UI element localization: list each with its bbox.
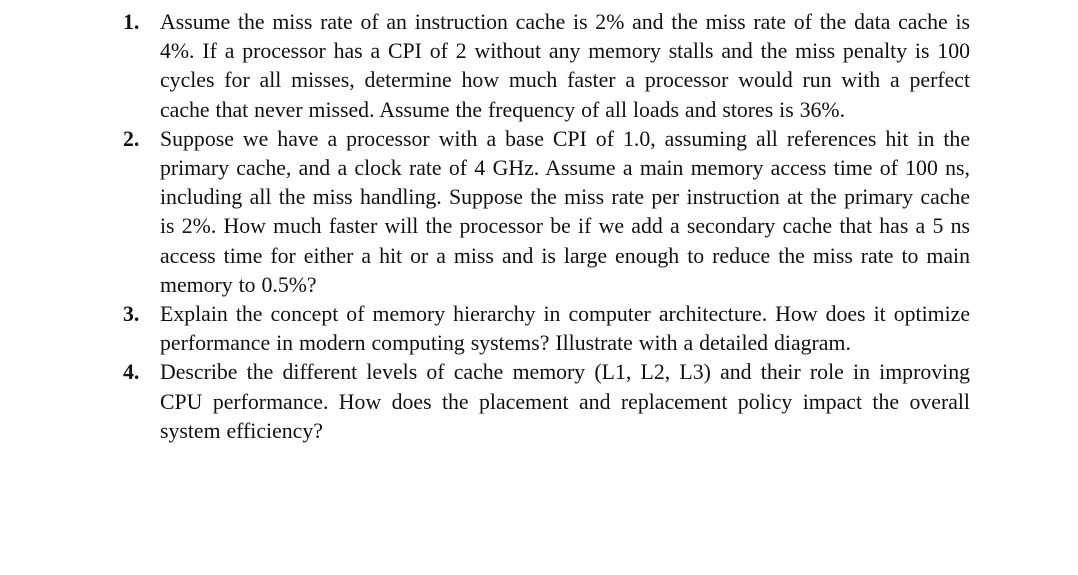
question-text: Describe the different levels of cache memory (L1, L2, L3) and their role in improving CPU performance. How does the placement and replacement policy impact the overall system efficiency? bbox=[160, 360, 970, 443]
question-item-1 bbox=[123, 8, 970, 125]
question-item-2 bbox=[123, 125, 970, 300]
question-number: 2. bbox=[123, 126, 140, 151]
question-item-4 bbox=[123, 358, 970, 446]
question-number: 4. bbox=[123, 360, 140, 385]
question-list bbox=[123, 8, 970, 446]
question-text: Assume the miss rate of an instruction cache is 2% and the miss rate of the data cache is 4%. If a processor has a CPI of 2 without any memory stalls and the miss penalty is 100 cycles for all misses, determine how much faster a processor would run with a perfect cache that never missed. Assume the frequency of all loads and stores is 36%. bbox=[160, 10, 970, 122]
question-text: Suppose we have a processor with a base CPI of 1.0, assuming all references hit in the primary cache, and a clock rate of 4 GHz. Assume a main memory access time of 100 ns, including all the miss handling. Suppose the miss rate per instruction at the primary cache is 2%. How much faster will the processor be if we add a secondary cache that has a 5 ns access time for either a hit or a miss and is large enough to reduce the miss rate to main memory to 0.5%? bbox=[160, 126, 970, 297]
question-item-3 bbox=[123, 300, 970, 358]
question-number: 1. bbox=[123, 10, 140, 34]
question-text: Explain the concept of memory hierarchy in computer architecture. How does it optimize performance in modern computing systems? Illustrate with a detailed diagram. bbox=[160, 302, 970, 356]
question-number: 3. bbox=[123, 302, 140, 327]
